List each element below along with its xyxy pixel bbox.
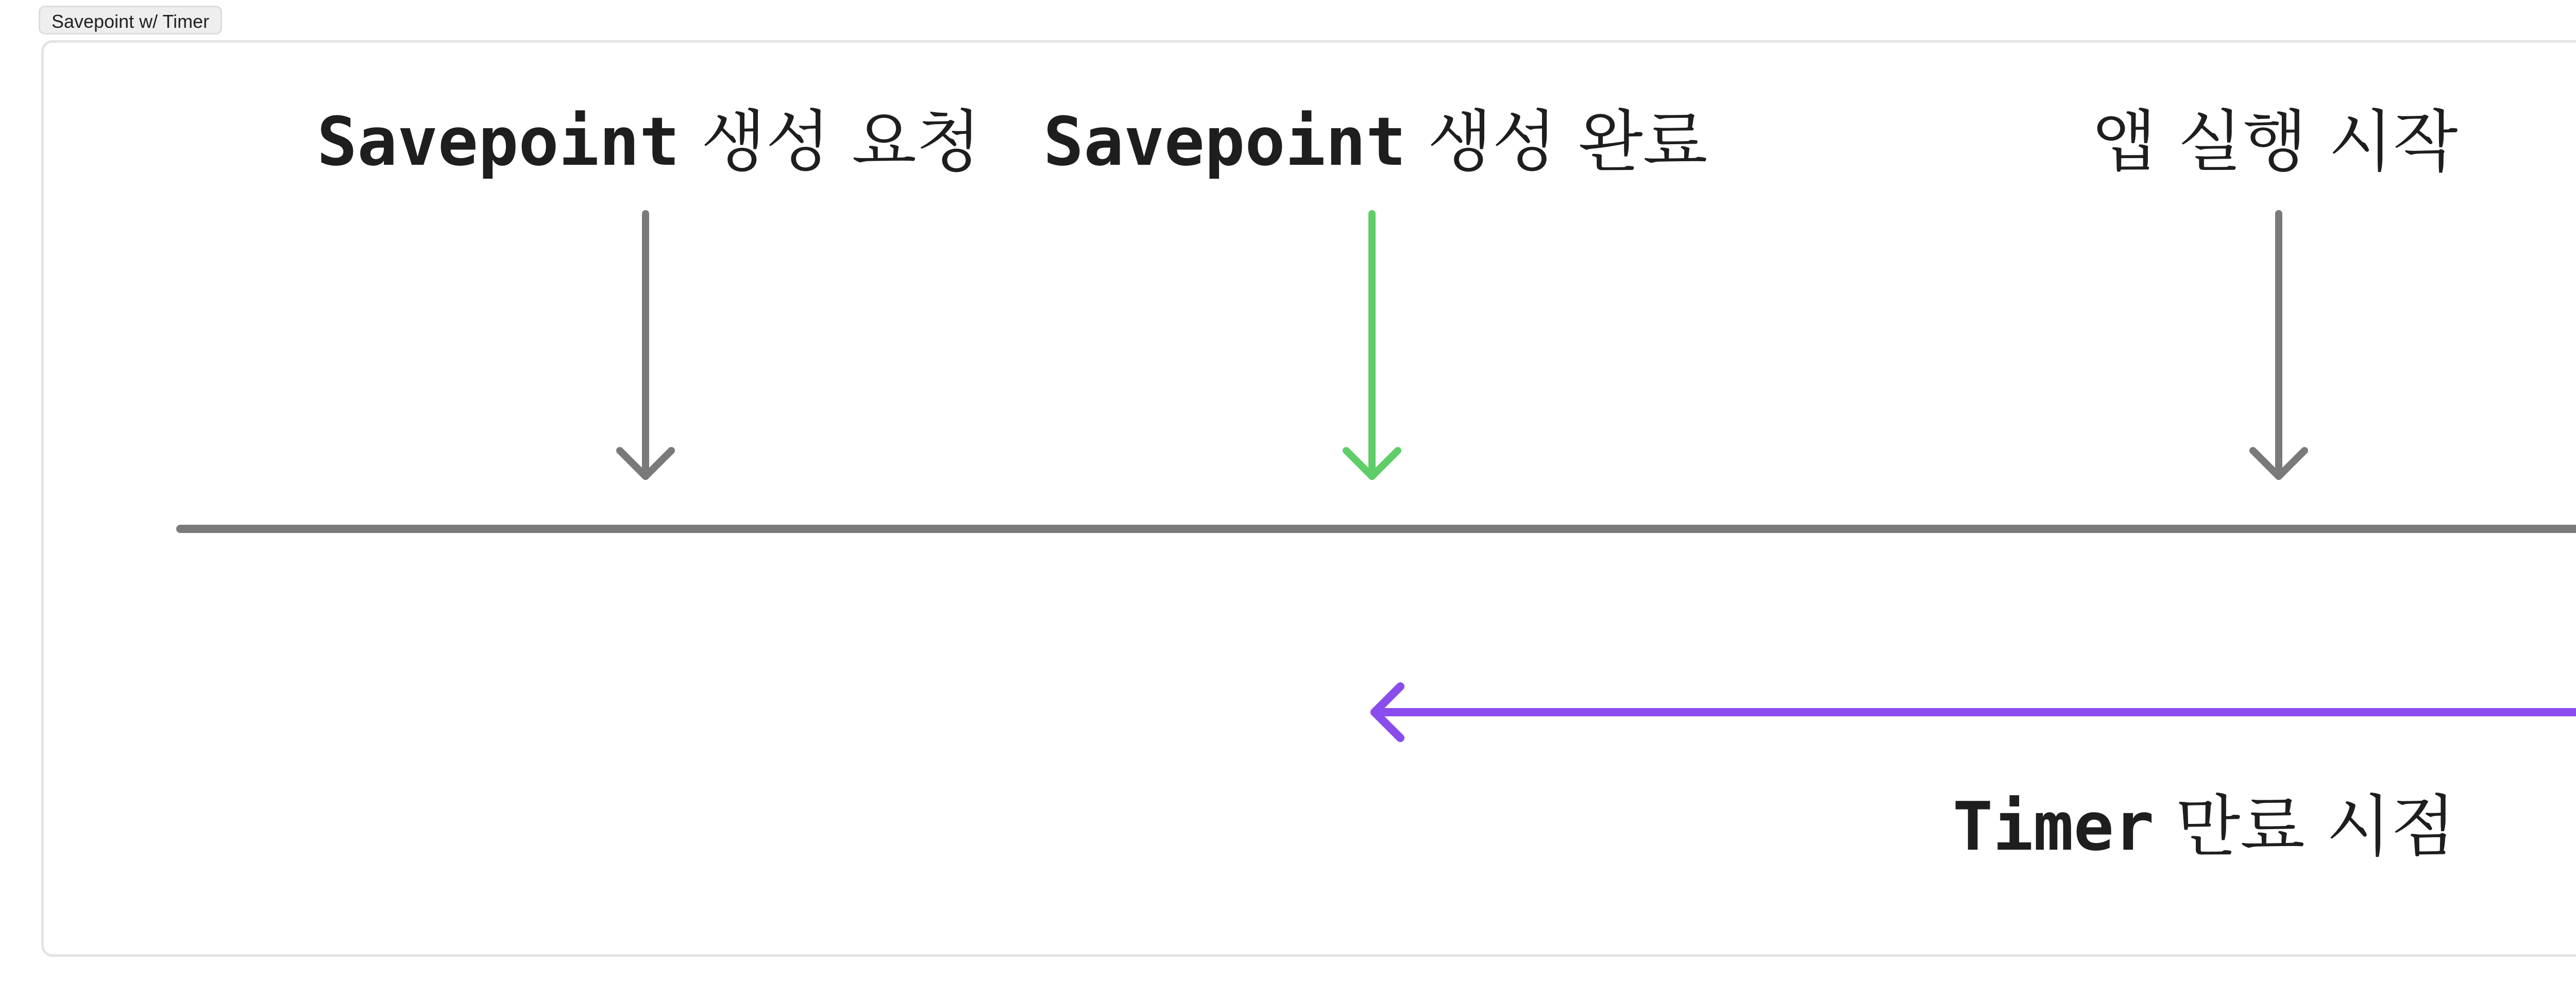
timer-label-latin: Timer <box>1953 787 2155 866</box>
timer-expiry-span <box>1375 686 2576 866</box>
timer-label-korean: 만료 시점 <box>2175 787 2456 866</box>
event-label-korean: 생성 요청 <box>701 102 981 181</box>
event-label: 앱 실행 시작 <box>2092 102 2458 181</box>
event-label-latin: Savepoint <box>1043 102 1406 181</box>
timer-label <box>1953 787 2455 866</box>
event-app-start <box>2092 102 2458 476</box>
frame-title-tab[interactable]: Savepoint w/ Timer <box>39 6 222 35</box>
event-label <box>1043 102 1707 181</box>
time-axis <box>180 490 2576 568</box>
event-label <box>317 102 981 181</box>
event-label-latin: Savepoint <box>317 102 680 181</box>
event-savepoint-request <box>317 102 981 476</box>
event-label-korean: 생성 완료 <box>1427 102 1708 181</box>
event-savepoint-complete <box>1043 102 1707 476</box>
